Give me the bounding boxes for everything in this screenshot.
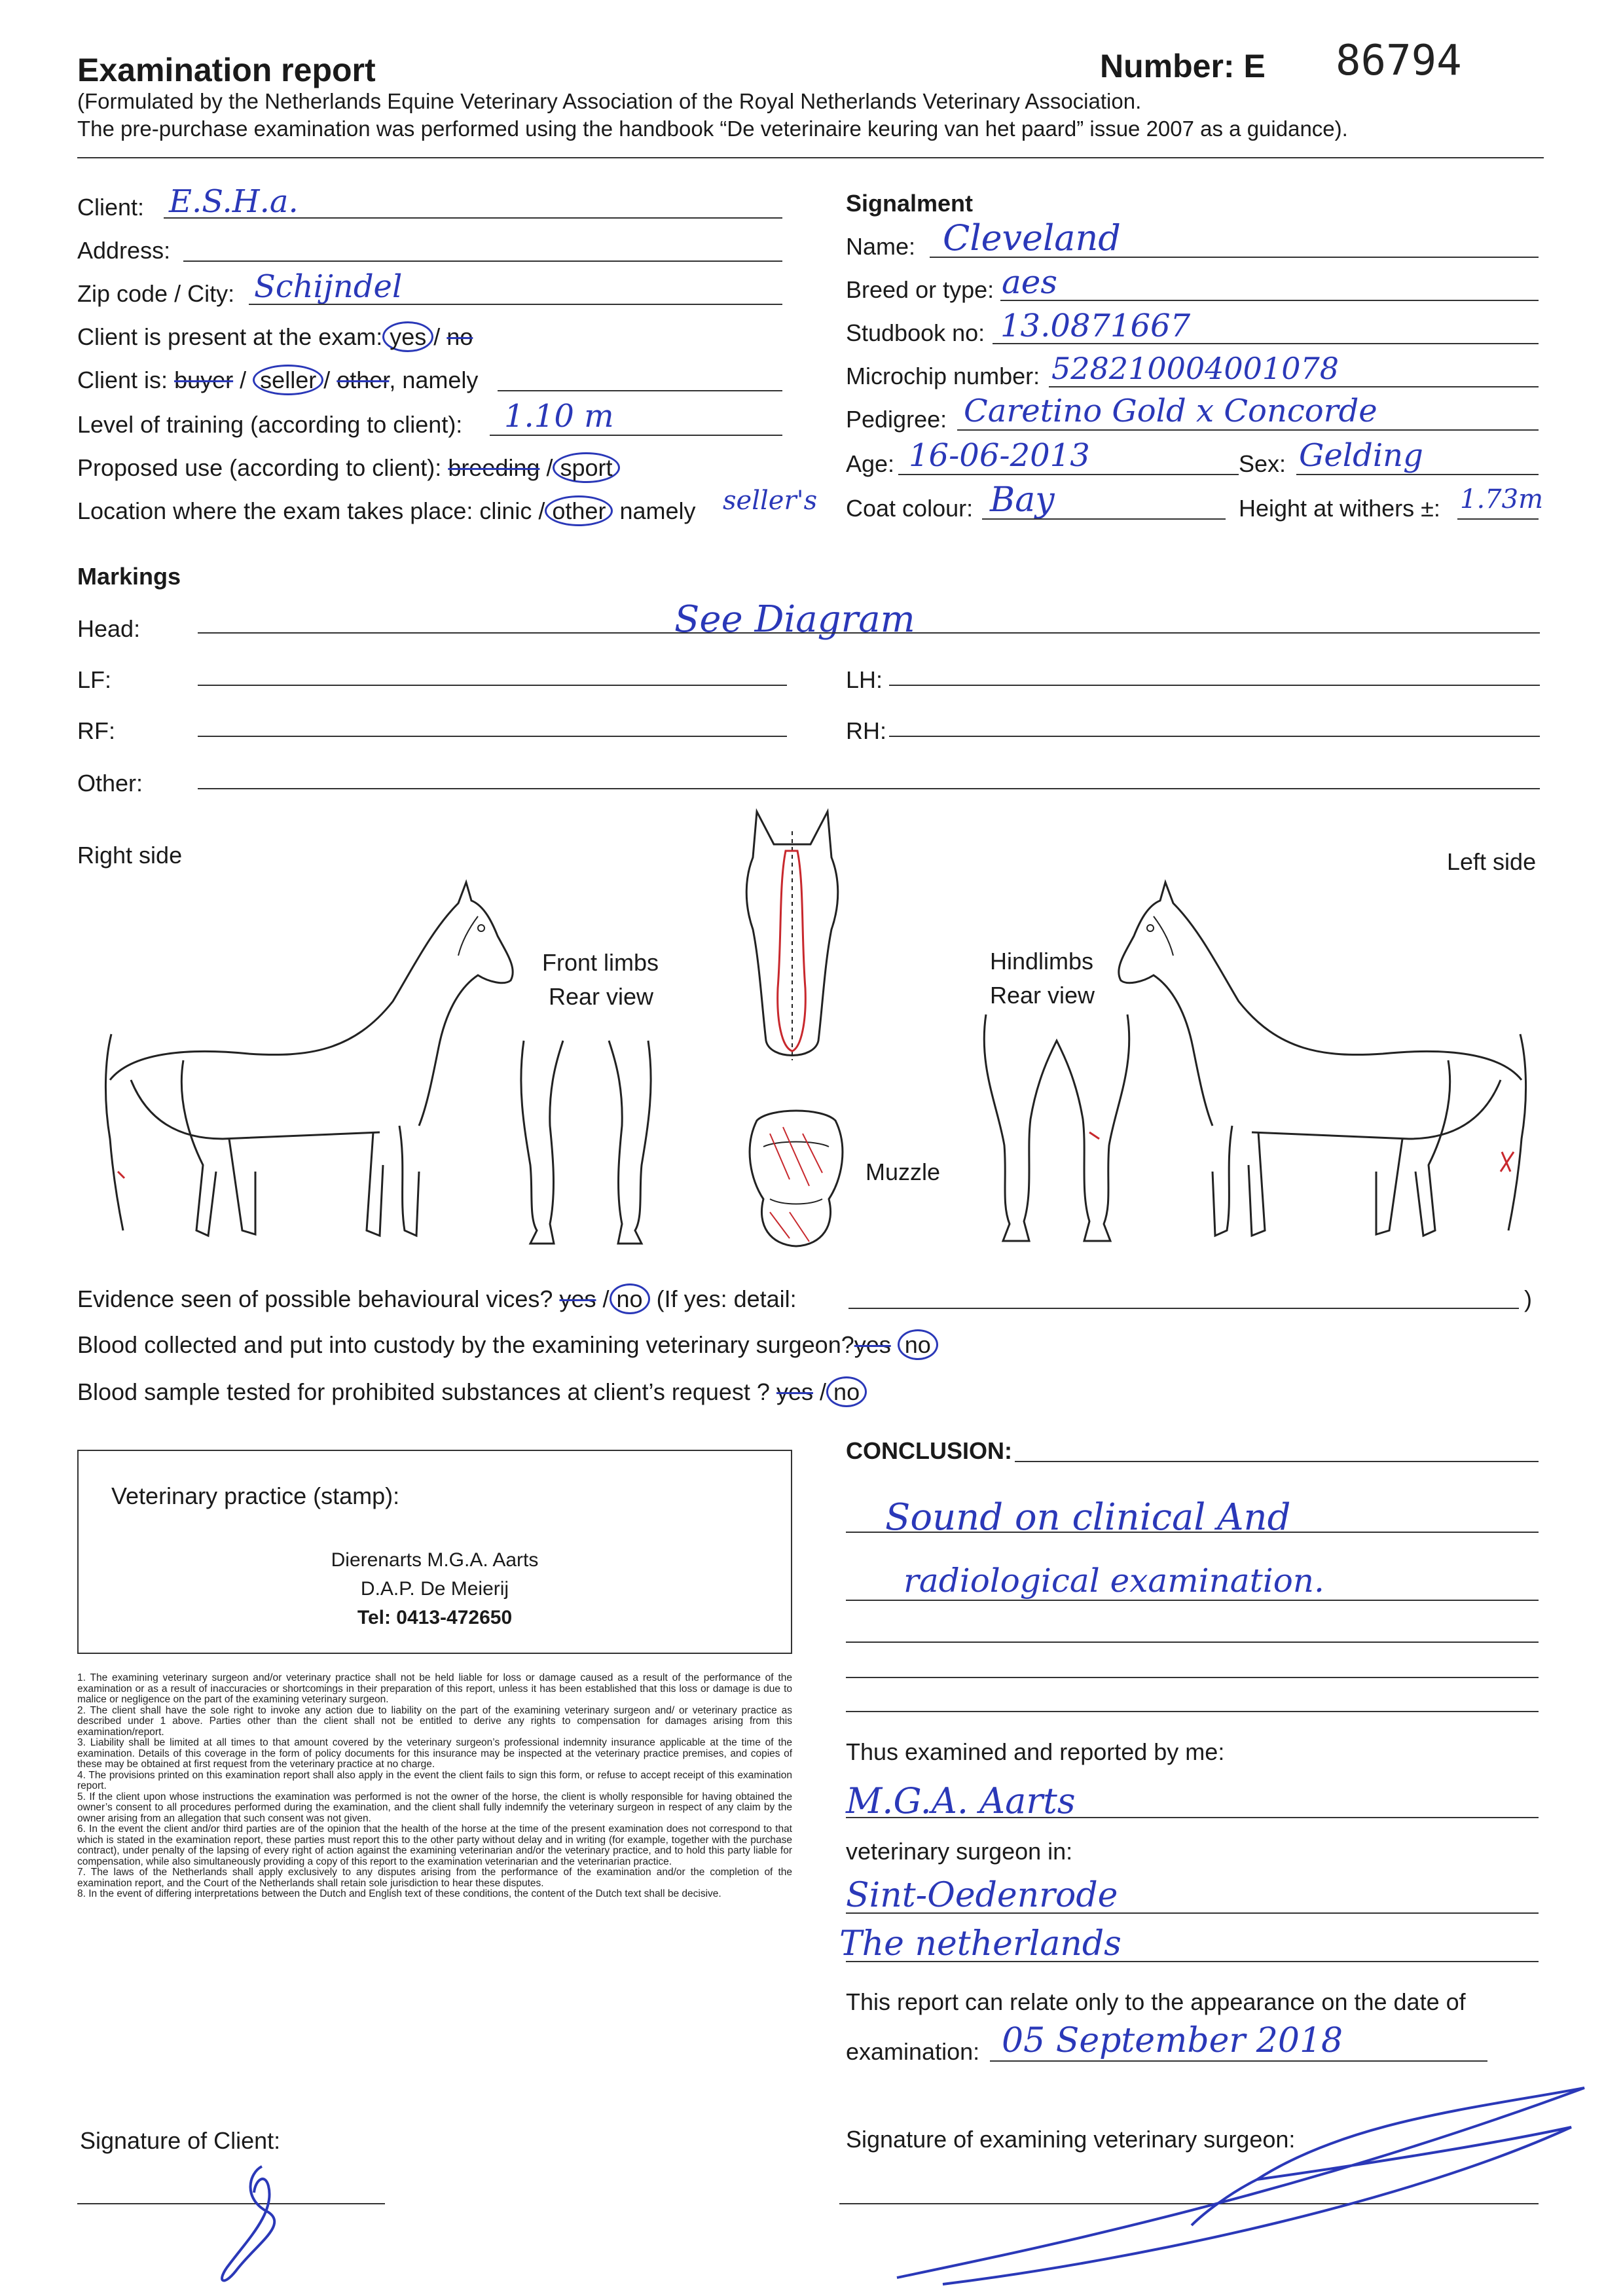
exam-date-line xyxy=(990,2060,1487,2062)
address-label: Address: xyxy=(77,237,171,264)
coat-colour-label: Coat colour: xyxy=(846,495,974,522)
rf-line[interactable] xyxy=(198,736,787,737)
height-line xyxy=(1457,518,1539,520)
conclusion-text-2[interactable]: radiological examination. xyxy=(903,1562,1324,1600)
training-label: Level of training (according to client): xyxy=(77,411,463,438)
stamp-box xyxy=(77,1450,792,1654)
hind-limbs-diagram xyxy=(978,1001,1135,1250)
studbook-label: Studbook no: xyxy=(846,319,985,346)
pedigree-value[interactable]: Caretino Gold x Concorde xyxy=(964,393,1377,429)
head-value[interactable]: See Diagram xyxy=(674,598,915,641)
coat-colour-value[interactable]: Bay xyxy=(990,480,1055,520)
hind-limbs-rear-view-label: Rear view xyxy=(990,982,1095,1009)
vices-row xyxy=(77,1285,797,1313)
vices-detail-label: (If yes: detail: xyxy=(656,1285,797,1312)
client-is-row xyxy=(77,367,478,394)
head-front-diagram xyxy=(733,805,851,1073)
client-is-sep-2: / xyxy=(323,367,331,393)
lh-label: LH: xyxy=(846,666,883,693)
client-present-label: Client is present at the exam: xyxy=(77,323,383,350)
condition-2: 2. The client shall have the sole right to invoke any action due to liability on the part of the examining veterinary surgeon and/ or veterinary practice as described under 1 above. Parties other than the client shall not be entitled to derive any rights to compensation for damages arising from this examination/report. xyxy=(77,1704,792,1738)
condition-5: 5. If the client upon whose instructions the examination was performed is not the owner of the horse, the client is wholly responsible for having obtained the owner’s consent to all procedures performed during the examination, and the client shall fully indemnify the veterinary surgeon in respect of any claim by the owner arising from an allegation that such consent was not given. xyxy=(77,1791,792,1824)
conclusion-line-2 xyxy=(846,1600,1539,1601)
lf-label: LF: xyxy=(77,666,112,693)
rh-line[interactable] xyxy=(889,736,1540,737)
microchip-label: Microchip number: xyxy=(846,363,1040,389)
head-label: Head: xyxy=(77,615,141,642)
vices-yes[interactable]: yes xyxy=(559,1285,596,1312)
condition-1: 1. The examining veterinary surgeon and/or veterinary practice shall not be held liable for loss or damage caused as a result of the performance of the examination or as a result of inaccuracies or shortcomings in their preparation of this report, unless it has been established that this loss or damage is due to malice or negligence on the part of the examining veterinary surgeon. xyxy=(77,1672,792,1705)
client-present-sep: / xyxy=(433,323,441,350)
header-divider xyxy=(77,157,1544,158)
tested-no[interactable]: no xyxy=(826,1376,867,1407)
report-number-label: Number: E xyxy=(1100,48,1266,84)
conclusion-label: CONCLUSION: xyxy=(846,1437,1012,1464)
proposed-use-row xyxy=(77,454,620,482)
place-line-1[interactable]: Sint-Oedenrode xyxy=(846,1876,1118,1915)
stamp-line-1: Dierenarts M.G.A. Aarts xyxy=(331,1549,539,1571)
vices-close: ) xyxy=(1524,1285,1532,1312)
tested-row xyxy=(77,1378,867,1406)
client-is-namely-line[interactable] xyxy=(498,390,782,391)
subtitle-line-1: (Formulated by the Netherlands Equine Veterinary Association of the Royal Netherlands Veterinary Association. xyxy=(77,89,1142,113)
stamp-line-3: Tel: 0413-472650 xyxy=(357,1607,513,1628)
blood-yes[interactable]: yes xyxy=(854,1331,891,1358)
vet-signature xyxy=(890,2068,1597,2291)
front-limbs-rear-view-label: Rear view xyxy=(549,983,654,1010)
location-other[interactable]: other xyxy=(545,495,613,526)
examined-value[interactable]: M.G.A. Aarts xyxy=(846,1780,1076,1821)
height-label: Height at withers ±: xyxy=(1239,495,1440,522)
hind-limbs-label: Hindlimbs xyxy=(990,948,1094,975)
pedigree-label: Pedigree: xyxy=(846,406,947,433)
condition-4: 4. The provisions printed on this examination report shall also apply in the event the client fails to sign this form, or refuse to accept receipt of this examination report. xyxy=(77,1769,792,1791)
conclusion-line-1 xyxy=(846,1532,1539,1533)
front-limbs-diagram xyxy=(511,1034,661,1250)
proposed-use-label: Proposed use (according to client): xyxy=(77,454,442,481)
vet-signature-label: Signature of examining veterinary surgeon: xyxy=(846,2126,1296,2153)
blood-label: Blood collected and put into custody by the examining veterinary surgeon? xyxy=(77,1331,854,1358)
report-title: Examination report xyxy=(77,52,376,88)
pedigree-line xyxy=(957,429,1539,431)
client-line xyxy=(164,217,782,219)
client-is-label: Client is: xyxy=(77,367,168,393)
signalment-heading: Signalment xyxy=(846,190,974,217)
coat-colour-line xyxy=(982,518,1226,520)
condition-7: 7. The laws of the Netherlands shall apply exclusively to any disputes arising from the performance of the examination and/or the completion of the examination report, and the Court of the Netherlands shall retain sole jurisdiction to hear these disputes. xyxy=(77,1867,792,1889)
zip-city-label: Zip code / City: xyxy=(77,280,235,307)
lf-line[interactable] xyxy=(198,685,787,686)
client-signature xyxy=(196,2160,314,2291)
location-value[interactable]: seller's xyxy=(723,486,818,516)
sex-value[interactable]: Gelding xyxy=(1299,437,1423,474)
left-side-label: Left side xyxy=(1447,848,1537,875)
breed-label: Breed or type: xyxy=(846,276,994,303)
height-value[interactable]: 1.73m xyxy=(1460,484,1543,514)
vices-no[interactable]: no xyxy=(610,1283,650,1314)
proposed-use-sep: / xyxy=(546,454,553,481)
surgeon-in-label: veterinary surgeon in: xyxy=(846,1838,1073,1865)
blood-row xyxy=(77,1331,938,1359)
conclusion-text-1[interactable]: Sound on clinical And xyxy=(885,1496,1291,1539)
tested-label: Blood sample tested for prohibited substances at client’s request ? xyxy=(77,1378,770,1405)
condition-8: 8. In the event of differing interpretations between the Dutch and English text of these conditions, the content of the Dutch text shall be decisive. xyxy=(77,1888,721,1899)
conclusion-line-5[interactable] xyxy=(846,1711,1539,1712)
exam-date-label: examination: xyxy=(846,2038,980,2065)
examined-line xyxy=(846,1817,1539,1818)
horse-name-label: Name: xyxy=(846,233,916,260)
stamp-line-2: D.A.P. De Meierij xyxy=(360,1578,509,1600)
sex-label: Sex: xyxy=(1239,450,1286,477)
studbook-line xyxy=(993,343,1539,344)
training-value[interactable]: 1.10 m xyxy=(504,398,614,435)
location-row xyxy=(77,497,696,525)
conclusion-line-0 xyxy=(1015,1461,1539,1462)
place-line-2[interactable]: The netherlands xyxy=(839,1924,1122,1964)
zip-city-value[interactable]: Schijndel xyxy=(254,268,403,305)
markings-heading: Markings xyxy=(77,563,181,590)
left-side-horse-diagram xyxy=(1108,864,1540,1257)
client-is-other[interactable]: other xyxy=(337,367,390,393)
condition-6: 6. In the event the client and/or third parties are of the opinion that the health of the horse at the time of the present examination does not correspond to that which is stated in the examination report, these parties must report this to the other party without delay and in writing (for example, together with the purchase contract), under penalty of the lapsing of every right of action against the examining veterinarian and/or the veterinary practice, and to hold this party liable for compensation, while also simultaneously providing a copy of this report to the examination veterinarian and the veterinarian practice. xyxy=(77,1823,792,1867)
exam-date-value[interactable]: 05 September 2018 xyxy=(1002,2021,1343,2060)
horse-name-value[interactable]: Cleveland xyxy=(943,217,1121,259)
blood-no[interactable]: no xyxy=(898,1329,938,1360)
address-line[interactable] xyxy=(183,260,782,262)
breed-line xyxy=(1000,300,1539,301)
client-is-seller[interactable]: seller xyxy=(253,365,323,395)
right-side-horse-diagram xyxy=(92,864,524,1257)
training-line xyxy=(490,435,782,436)
microchip-line xyxy=(1049,386,1539,387)
vices-label: Evidence seen of possible behavioural vices? xyxy=(77,1285,553,1312)
rh-label: RH: xyxy=(846,717,886,744)
right-side-label: Right side xyxy=(77,842,183,869)
tested-sep: / xyxy=(820,1378,827,1405)
sex-line xyxy=(1296,474,1539,475)
condition-3: 3. Liability shall be limited at all times to that amount covered by the veterinary surgeon’s professional indemnity insurance applicable at the time of the examination. Details of this coverage in the form of policy documents for this insurance may be inspected at the veterinary practice premises, and copies of these may be obtained at first request from the veterinary practice at no charge. xyxy=(77,1737,792,1770)
age-line xyxy=(898,474,1239,475)
front-limbs-label: Front limbs xyxy=(542,949,659,976)
conclusion-line-4[interactable] xyxy=(846,1677,1539,1678)
vices-sep: / xyxy=(602,1285,610,1312)
place-line-1-rule xyxy=(846,1912,1539,1914)
proposed-use-breeding[interactable]: breeding xyxy=(448,454,540,481)
horse-name-line xyxy=(930,257,1539,258)
client-signature-label: Signature of Client: xyxy=(80,2127,281,2154)
location-namely: namely xyxy=(619,497,696,524)
place-line-2-rule xyxy=(846,1961,1539,1962)
other-markings-label: Other: xyxy=(77,770,143,797)
client-present-row xyxy=(77,323,473,351)
muzzle-diagram xyxy=(744,1107,848,1251)
examined-label: Thus examined and reported by me: xyxy=(846,1738,1225,1765)
breed-value[interactable]: aes xyxy=(1002,263,1058,301)
relate-label: This report can relate only to the appearance on the date of xyxy=(846,1988,1466,2015)
stamp-label: Veterinary practice (stamp): xyxy=(111,1482,400,1509)
studbook-value[interactable]: 13.0871667 xyxy=(1000,308,1191,344)
age-label: Age: xyxy=(846,450,895,477)
client-is-buyer[interactable]: buyer xyxy=(174,367,234,393)
client-present-yes[interactable]: yes xyxy=(382,321,433,352)
client-label: Client: xyxy=(77,194,145,221)
location-label: Location where the exam takes place: clinic / xyxy=(77,497,545,524)
client-is-namely: , namely xyxy=(389,367,479,393)
client-is-sep-1: / xyxy=(240,367,247,393)
microchip-value[interactable]: 528210004001078 xyxy=(1051,351,1339,386)
tested-yes[interactable]: yes xyxy=(776,1378,814,1405)
age-value[interactable]: 16-06-2013 xyxy=(909,437,1090,474)
lh-line[interactable] xyxy=(889,685,1540,686)
report-number-value: 86794 xyxy=(1336,37,1462,85)
head-line xyxy=(198,632,1540,634)
client-value[interactable]: E.S.H.a. xyxy=(169,183,299,220)
subtitle-line-2: The pre-purchase examination was performed using the handbook “De veterinaire keuring van het paard” issue 2007 as a guidance). xyxy=(77,117,1348,141)
vices-detail-line[interactable] xyxy=(848,1308,1519,1309)
muzzle-label: Muzzle xyxy=(866,1158,941,1185)
zip-city-line xyxy=(249,304,782,305)
conclusion-line-3[interactable] xyxy=(846,1641,1539,1643)
rf-label: RF: xyxy=(77,717,115,744)
client-present-no[interactable]: no xyxy=(447,323,473,350)
other-markings-line[interactable] xyxy=(198,788,1540,789)
proposed-use-sport[interactable]: sport xyxy=(553,452,619,483)
terms-conditions xyxy=(77,1673,792,1900)
